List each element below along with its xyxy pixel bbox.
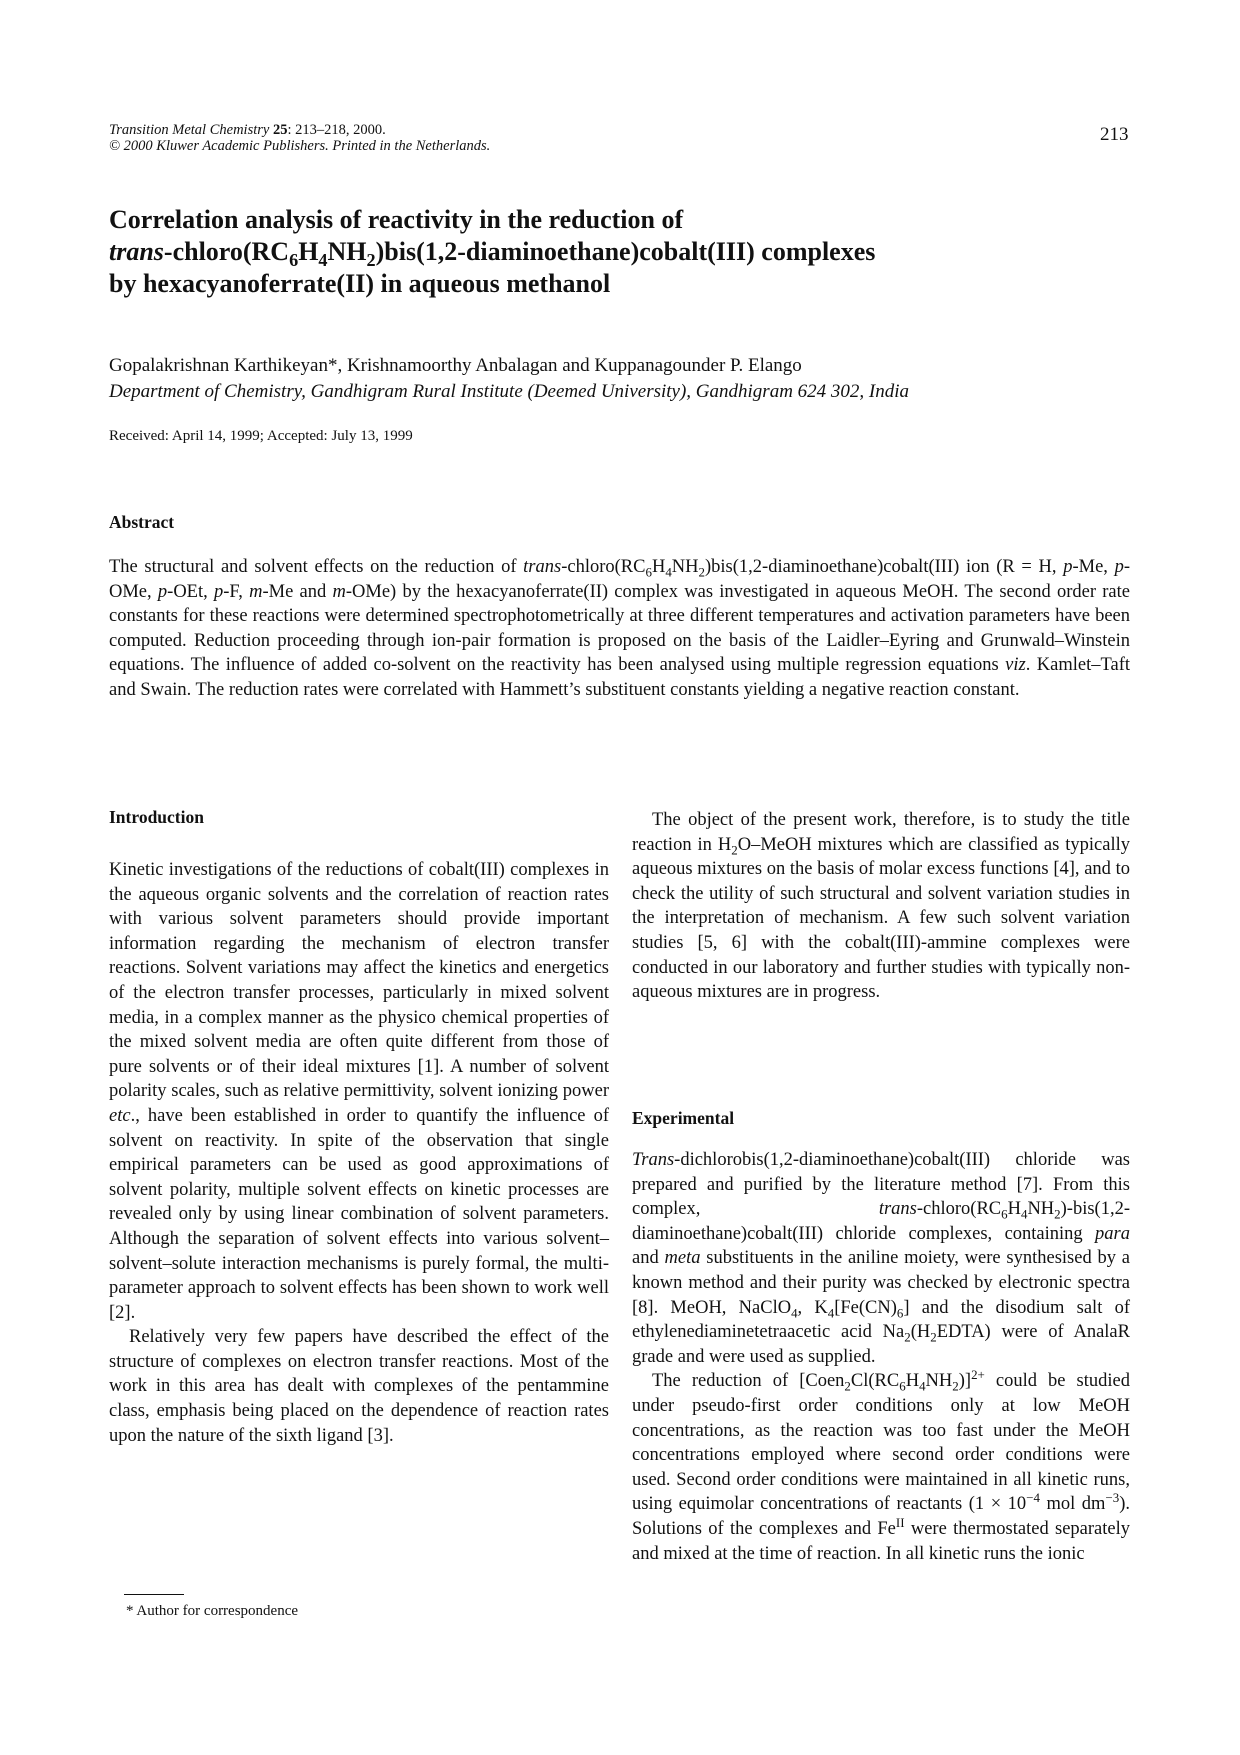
exp-frag: [Fe(CN) — [834, 1297, 897, 1318]
exp-frag: were thermostated separately and mixed at the time of reaction. In all kinetic runs the ionic — [632, 1518, 1131, 1564]
page-number: 213 — [1100, 124, 1129, 145]
title-line-2 — [109, 236, 1129, 271]
title-trans: trans — [109, 237, 164, 266]
footnote-rule — [124, 1594, 184, 1595]
exp-frag: NH — [1027, 1199, 1055, 1220]
title-sub: 4 — [318, 250, 328, 271]
exp-frag: Cl(RC — [850, 1371, 900, 1392]
abs-italic: trans — [523, 557, 562, 577]
exp-sup: II — [895, 1514, 905, 1530]
author-names: Gopalakrishnan Karthikeyan*, Krishnamoorthy Anbalagan and Kuppanagounder P. Elango — [109, 355, 802, 376]
abs-frag: The structural and solvent effects on the reduction of — [109, 557, 524, 577]
exp-frag: )-bis(1,2-diaminoethane)cobalt(III) chloride complexes, containing — [632, 1199, 1130, 1244]
ri-frag: The object of the present work, therefore, is to study the title reaction in H — [632, 810, 1130, 855]
abs-frag: . Kamlet–Taft and Swain. The reduction rates were correlated with Hammett’s substituent constants yielding a negative reaction constant. — [109, 655, 1130, 700]
exp-frag: H — [1007, 1199, 1021, 1220]
abs-frag: )bis(1,2-diaminoethane)cobalt(III) ion (R = H, — [705, 557, 1064, 577]
abs-frag: -OMe) by the hexacyanoferrate(II) complex was investigated in aqueous MeOH. The second order rate constants for these reactions were determined spectrophotometrically at three different temperatures and activation parameters have been computed. Reduction proceeding through ion-pair formation is proposed on the basis of the Laidler–Eyring and Grunwald–Winstein equations. The influence of added co-solvent on the reactivity has been analysed using multiple regression equations — [109, 581, 1130, 676]
exp-sub: 2 — [844, 1379, 851, 1395]
exp-italic: trans — [878, 1199, 917, 1220]
exp-frag: -dichlorobis(1,2-diaminoethane)cobalt(III) chloride was prepared and purified by the literature method [7]. From this complex, — [632, 1150, 1130, 1220]
abs-italic: p — [1063, 557, 1073, 577]
ri-frag: O–MeOH mixtures which are classified as typically aqueous mixtures on the basis of molar excess functions [4], and to check the utility of such structural and solvent variation studies in the interpretation of mechanism. A few such solvent variation studies [5, 6] with the cobalt(III)-ammine complexes were conducted in our laboratory and further studies with typically non-aqueous mixtures are in progress. — [632, 834, 1130, 1003]
volume: 25 — [272, 122, 288, 138]
title-sub: 2 — [366, 250, 376, 271]
abs-italic: m — [332, 581, 346, 602]
running-header — [109, 122, 490, 154]
introduction-body — [109, 858, 609, 1448]
abs-frag: -F, — [223, 581, 250, 602]
exp-frag: H — [905, 1371, 920, 1392]
right-intro-paragraph — [632, 808, 1130, 1005]
pages-year: : 213–218, 2000. — [287, 122, 386, 138]
intro-paragraph-1 — [109, 858, 609, 1325]
title-frag: NH — [327, 237, 367, 266]
exp-sub: 6 — [899, 1379, 906, 1395]
exp-paragraph-1 — [632, 1148, 1130, 1369]
exp-paragraph-2 — [632, 1369, 1130, 1566]
abs-frag: -chloro(RC — [561, 557, 646, 577]
exp-frag: The reduction of [Coen — [652, 1371, 845, 1392]
exp-sup: 2+ — [971, 1367, 985, 1383]
exp-sub: 4 — [827, 1305, 835, 1321]
author-block — [109, 353, 909, 405]
abs-italic: m — [249, 581, 263, 602]
abs-italic: p — [157, 581, 168, 602]
abs-frag: -Me and — [262, 581, 333, 602]
title-frag: -chloro(RC — [163, 237, 290, 266]
exp-sub: 4 — [919, 1379, 926, 1395]
abs-frag: -OEt, — [167, 581, 214, 602]
exp-italic: meta — [664, 1248, 701, 1269]
exp-sub: 4 — [791, 1305, 798, 1321]
copyright-line: © 2000 Kluwer Academic Publishers. Printed in the Netherlands. — [109, 138, 491, 154]
exp-frag: -chloro(RC — [916, 1199, 1002, 1220]
abs-frag: H — [651, 557, 666, 577]
received-dates: Received: April 14, 1999; Accepted: July 13, 1999 — [109, 428, 413, 444]
experimental-heading: Experimental — [632, 1108, 735, 1128]
exp-sub: 6 — [896, 1305, 904, 1321]
exp-frag: , K — [797, 1297, 828, 1318]
exp-sub: 6 — [1001, 1206, 1008, 1222]
exp-frag: NH — [925, 1371, 953, 1392]
exp-frag: (H — [910, 1322, 931, 1343]
exp-sup: −4 — [1026, 1490, 1040, 1506]
intro-italic: etc — [109, 1105, 131, 1126]
abs-sub: 6 — [645, 564, 652, 580]
exp-italic: para — [1095, 1223, 1130, 1244]
exp-italic: Trans — [632, 1150, 675, 1170]
exp-sub: 4 — [1020, 1206, 1028, 1222]
exp-sub: 2 — [952, 1379, 959, 1395]
abs-italic: p — [214, 581, 224, 602]
exp-sup: −3 — [1105, 1490, 1120, 1506]
exp-sub: 2 — [904, 1329, 911, 1345]
abs-italic: viz — [1005, 655, 1026, 676]
exp-sub: 2 — [930, 1329, 937, 1345]
article-title — [109, 204, 1129, 300]
intro-paragraph-2: Relatively very few papers have described the effect of the structure of complexes on electron transfer reactions. Most of the work in this area has dealt with complexes of the pentammine class, emphasis being placed on the dependence of reaction rates upon the nature of the sixth ligand [3]. — [109, 1327, 609, 1446]
abs-frag: -Me, — [1072, 557, 1115, 577]
exp-sub: 2 — [1054, 1206, 1061, 1222]
exp-frag: substituents in the aniline moiety, were synthesised by a known method and their purity was checked by electronic spectra [8]. MeOH, NaClO — [632, 1248, 1130, 1318]
affiliation: Department of Chemistry, Gandhigram Rural Institute (Deemed University), Gandhigram 624 302, India — [109, 381, 910, 402]
abs-frag: -OMe, — [109, 557, 1130, 602]
journal-name: Transition Metal Chemistry — [109, 122, 270, 138]
intro-frag: Kinetic investigations of the reductions of cobalt(III) complexes in the aqueous organic solvents and the correlation of reaction rates with various solvent parameters should provide important information regarding the mechanism of electron transfer reactions. Solvent variations may affect the kinetics and energetics of the electron transfer processes, particularly in mixed solvent media, in a complex manner as the physico chemical properties of the mixed solvent media are often quite different from those of pure solvents or of their ideal mixtures [1]. A number of solvent polarity scales, such as relative permittivity, solvent ionizing power — [109, 860, 609, 1102]
exp-frag: EDTA) were of AnalaR grade and were used as supplied. — [632, 1322, 1130, 1367]
title-sub: 6 — [289, 250, 299, 271]
ri-sub: 2 — [731, 842, 738, 858]
introduction-heading: Introduction — [109, 807, 204, 827]
exp-frag: ). Solutions of the complexes and Fe — [632, 1494, 1130, 1539]
title-frag: )bis(1,2-diaminoethane)cobalt(III) complexes — [375, 237, 876, 266]
exp-frag: and — [632, 1248, 665, 1269]
intro-frag: ., have been established in order to quantify the influence of solvent on reactivity. In spite of the observation that single empirical parameters can be used as good approximations of solvent polarity, multiple solvent effects on kinetic processes are revealed only by using linear combination of solvent parameters. Although the separation of solvent effects into various solvent–solvent–solute interaction mechanisms is purely formal, the multi-parameter approach to solvent effects has been shown to work well [2]. — [109, 1105, 609, 1323]
exp-frag: could be studied under pseudo-first order conditions only at low MeOH concentrations, as the reaction was too fast under the MeOH concentrations employed where second order conditions were used. Second order conditions were maintained in all kinetic runs, using equimolar concentrations of reactants (1 × 10 — [632, 1371, 1130, 1515]
exp-frag: )] — [958, 1371, 972, 1392]
citation-line — [109, 122, 490, 138]
abs-sub: 4 — [665, 564, 672, 580]
abs-frag: NH — [671, 557, 699, 577]
title-line-1: Correlation analysis of reactivity in the reduction of — [109, 205, 684, 234]
intro-paragraph-3 — [632, 808, 1130, 1005]
exp-frag: mol dm — [1039, 1494, 1106, 1515]
exp-frag: ] and the disodium salt of ethylenediaminetetraacetic acid Na — [632, 1297, 1130, 1343]
abs-italic: p — [1114, 557, 1124, 577]
title-frag: H — [298, 237, 319, 266]
abstract-text — [109, 555, 1130, 703]
abstract-heading: Abstract — [109, 512, 175, 532]
abs-sub: 2 — [698, 564, 705, 580]
title-line-3: by hexacyanoferrate(II) in aqueous methanol — [109, 269, 611, 298]
experimental-body — [632, 1148, 1130, 1566]
footnote: * Author for correspondence — [126, 1603, 299, 1619]
